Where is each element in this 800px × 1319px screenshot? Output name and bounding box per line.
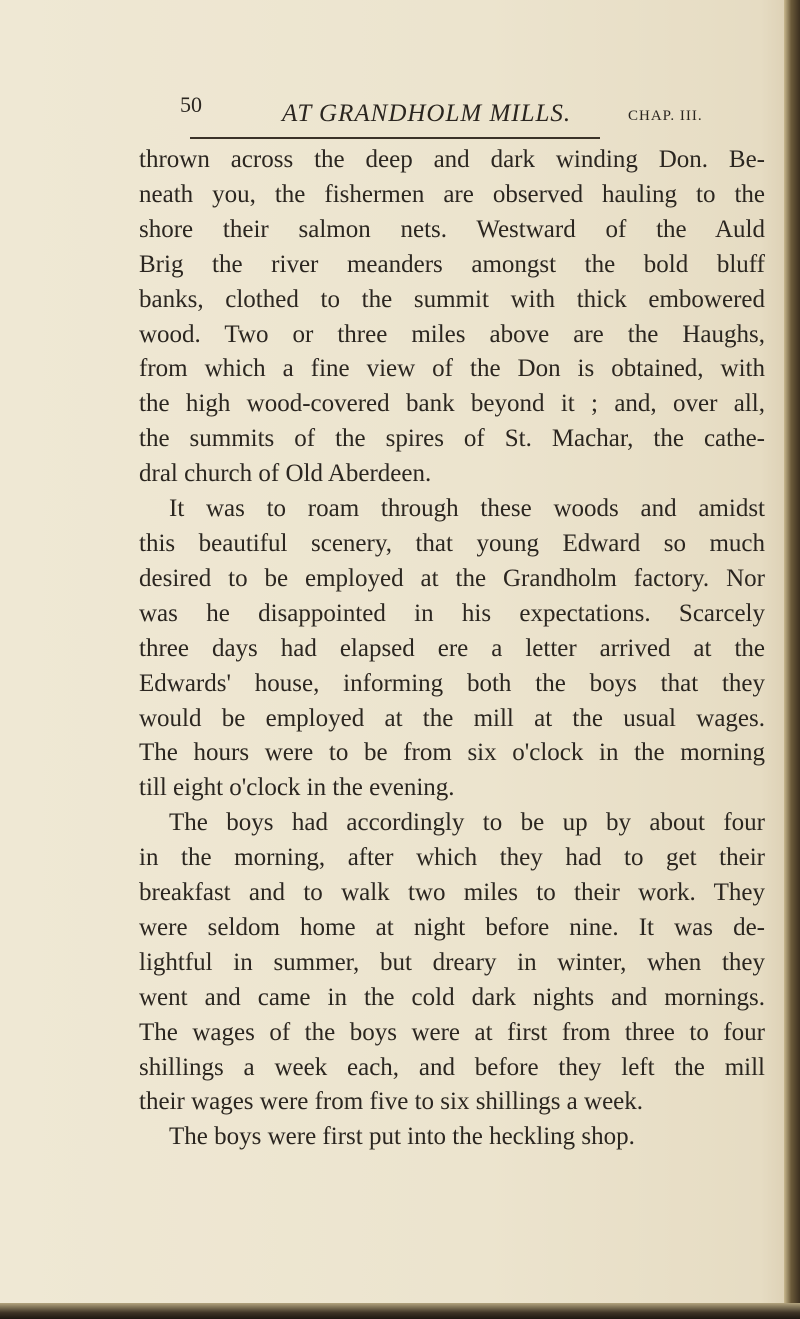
- running-title: AT GRANDHOLM MILLS.: [282, 100, 572, 127]
- text-line: would be employed at the mill at the usual wages.: [139, 704, 765, 732]
- text-line: It was to roam through these woods and amidst: [169, 495, 765, 523]
- text-line: till eight o'clock in the evening.: [139, 774, 455, 802]
- header-rule: [190, 137, 600, 139]
- text-line: lightful in summer, but dreary in winter, when they: [139, 948, 765, 976]
- text-line: shillings a week each, and before they left the mill: [139, 1053, 765, 1081]
- text-line: was he disappointed in his expectations. Scarcely: [139, 599, 765, 627]
- text-line: The boys had accordingly to be up by about four: [169, 809, 765, 837]
- text-line: this beautiful scenery, that young Edward so much: [139, 529, 765, 557]
- chapter-label: CHAP. III.: [628, 108, 703, 124]
- binding-edge-right: [784, 0, 800, 1319]
- text-line: three days had elapsed ere a letter arrived at the: [139, 634, 765, 662]
- binding-edge-bottom: [0, 1303, 800, 1319]
- text-line: thrown across the deep and dark winding Don. Be-: [139, 146, 765, 173]
- text-line: their wages were from five to six shillings a week.: [139, 1088, 644, 1116]
- text-line: dral church of Old Aberdeen.: [139, 460, 432, 488]
- text-line: from which a fine view of the Don is obtained, with: [139, 355, 765, 383]
- text-line: shore their salmon nets. Westward of the Auld: [139, 215, 765, 243]
- text-line: The hours were to be from six o'clock in the morning: [139, 739, 765, 767]
- page-header: [172, 92, 712, 132]
- text-line: banks, clothed to the summit with thick embowered: [139, 285, 765, 313]
- body-text: [139, 143, 765, 1155]
- text-line: went and came in the cold dark nights and mornings.: [139, 983, 765, 1011]
- text-line: The boys were first put into the heckling shop.: [169, 1123, 635, 1151]
- text-line: were seldom home at night before nine. It was de-: [139, 913, 765, 941]
- text-line: Edwards' house, informing both the boys that they: [139, 669, 765, 697]
- text-line: desired to be employed at the Grandholm factory. Nor: [139, 564, 765, 592]
- text-line: in the morning, after which they had to get their: [139, 844, 765, 872]
- text-line: The wages of the boys were at first from three to four: [139, 1018, 765, 1046]
- text-line: Brig the river meanders amongst the bold bluff: [139, 250, 765, 278]
- text-line: wood. Two or three miles above are the Haughs,: [139, 320, 765, 348]
- text-line: the high wood-covered bank beyond it ; and, over all,: [139, 390, 765, 418]
- text-line: the summits of the spires of St. Machar, the cathe-: [139, 425, 765, 453]
- text-line: breakfast and to walk two miles to their work. They: [139, 879, 765, 907]
- text-line: neath you, the fishermen are observed hauling to the: [139, 180, 765, 208]
- page-number: 50: [180, 92, 202, 117]
